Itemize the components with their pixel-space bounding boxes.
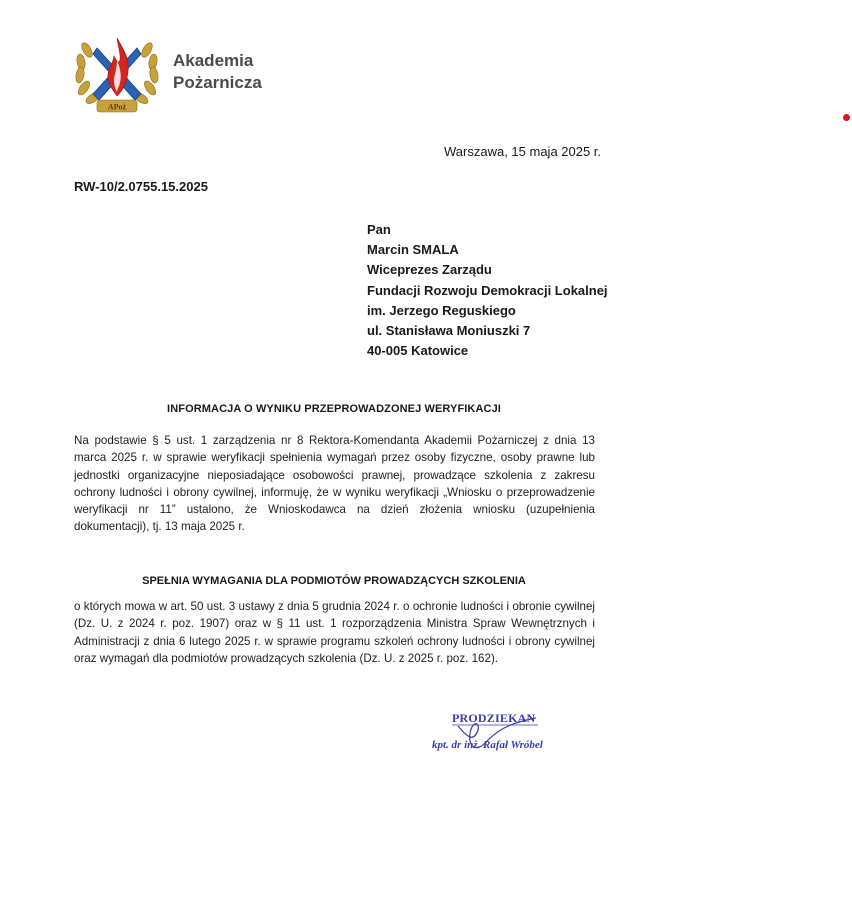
recipient-organization: Fundacji Rozwoju Demokracji Lokalnej xyxy=(367,282,608,298)
brand-name xyxy=(173,50,262,94)
recipient-salutation: Pan xyxy=(367,222,391,237)
handwritten-signature-icon xyxy=(428,708,568,758)
signature-title: PRODZIEKAN xyxy=(452,711,536,725)
signature-name: kpt. dr inż. Rafał Wróbel xyxy=(432,739,543,751)
signature-stamp xyxy=(428,708,568,758)
academy-logo xyxy=(73,30,161,116)
legal-basis-paragraph: o których mowa w art. 50 ust. 3 ustawy z dnia 5 grudnia 2024 r. o ochronie ludności i obronie cywilnej (Dz. U. z 2024 r. poz. 1907) oraz w § 11 ust. 1 rozporządzenia Ministra Spraw Wewnętrznych i Administracji z dnia 6 lutego 2025 r. w sprawie programu szkoleń ochrony ludności i obrony cywilnej oraz wymagań dla podmiotów prowadzących szkolenia (Dz. U. z 2025 r. poz. 162). xyxy=(74,600,595,665)
recipient-city: 40-005 Katowice xyxy=(367,343,469,359)
recipient-organization-patron: im. Jerzego Reguskiego xyxy=(367,302,516,318)
reference-number: RW-10/2.0755.15.2025 xyxy=(74,179,208,194)
letter-date: Warszawa, 15 maja 2025 r. xyxy=(444,144,602,159)
recipient-position: Wiceprezes Zarządu xyxy=(367,262,492,278)
brand-line-2: Pożarnicza xyxy=(173,73,262,92)
verification-heading: INFORMACJA O WYNIKU PRZEPROWADZONEJ WERYFIKACJI xyxy=(167,403,501,415)
requirements-heading: SPEŁNIA WYMAGANIA DLA PODMIOTÓW PROWADZĄCYCH SZKOLENIA xyxy=(142,575,526,587)
brand-line-1: Akademia xyxy=(173,51,254,70)
red-dot-marker xyxy=(843,114,850,121)
recipient-name: Marcin SMALA xyxy=(367,242,459,258)
recipient-street: ul. Stanisława Moniuszki 7 xyxy=(367,323,531,339)
academy-emblem-icon xyxy=(73,30,161,116)
verification-paragraph: Na podstawie § 5 ust. 1 zarządzenia nr 8 Rektora-Komendanta Akademii Pożarniczej z dnia 13 marca 2025 r. w sprawie weryfikacji spełnienia wymagań przez osoby fizyczne, osoby prawne lub jednostki organizacyjne nieposiadające osobowości prawnej, prowadzące szkolenia z zakresu ochrony ludności i obrony cywilnej, informuję, że w wyniku weryfikacji „Wniosku o przeprowadzenie weryfikacji nr 11” ustalono, że Wnioskodawca na dzień złożenia wniosku (uzupełnienia dokumentacji), tj. 13 maja 2025 r. xyxy=(74,434,595,534)
logo-text: APoż xyxy=(107,102,127,112)
recipient-address xyxy=(367,220,608,361)
